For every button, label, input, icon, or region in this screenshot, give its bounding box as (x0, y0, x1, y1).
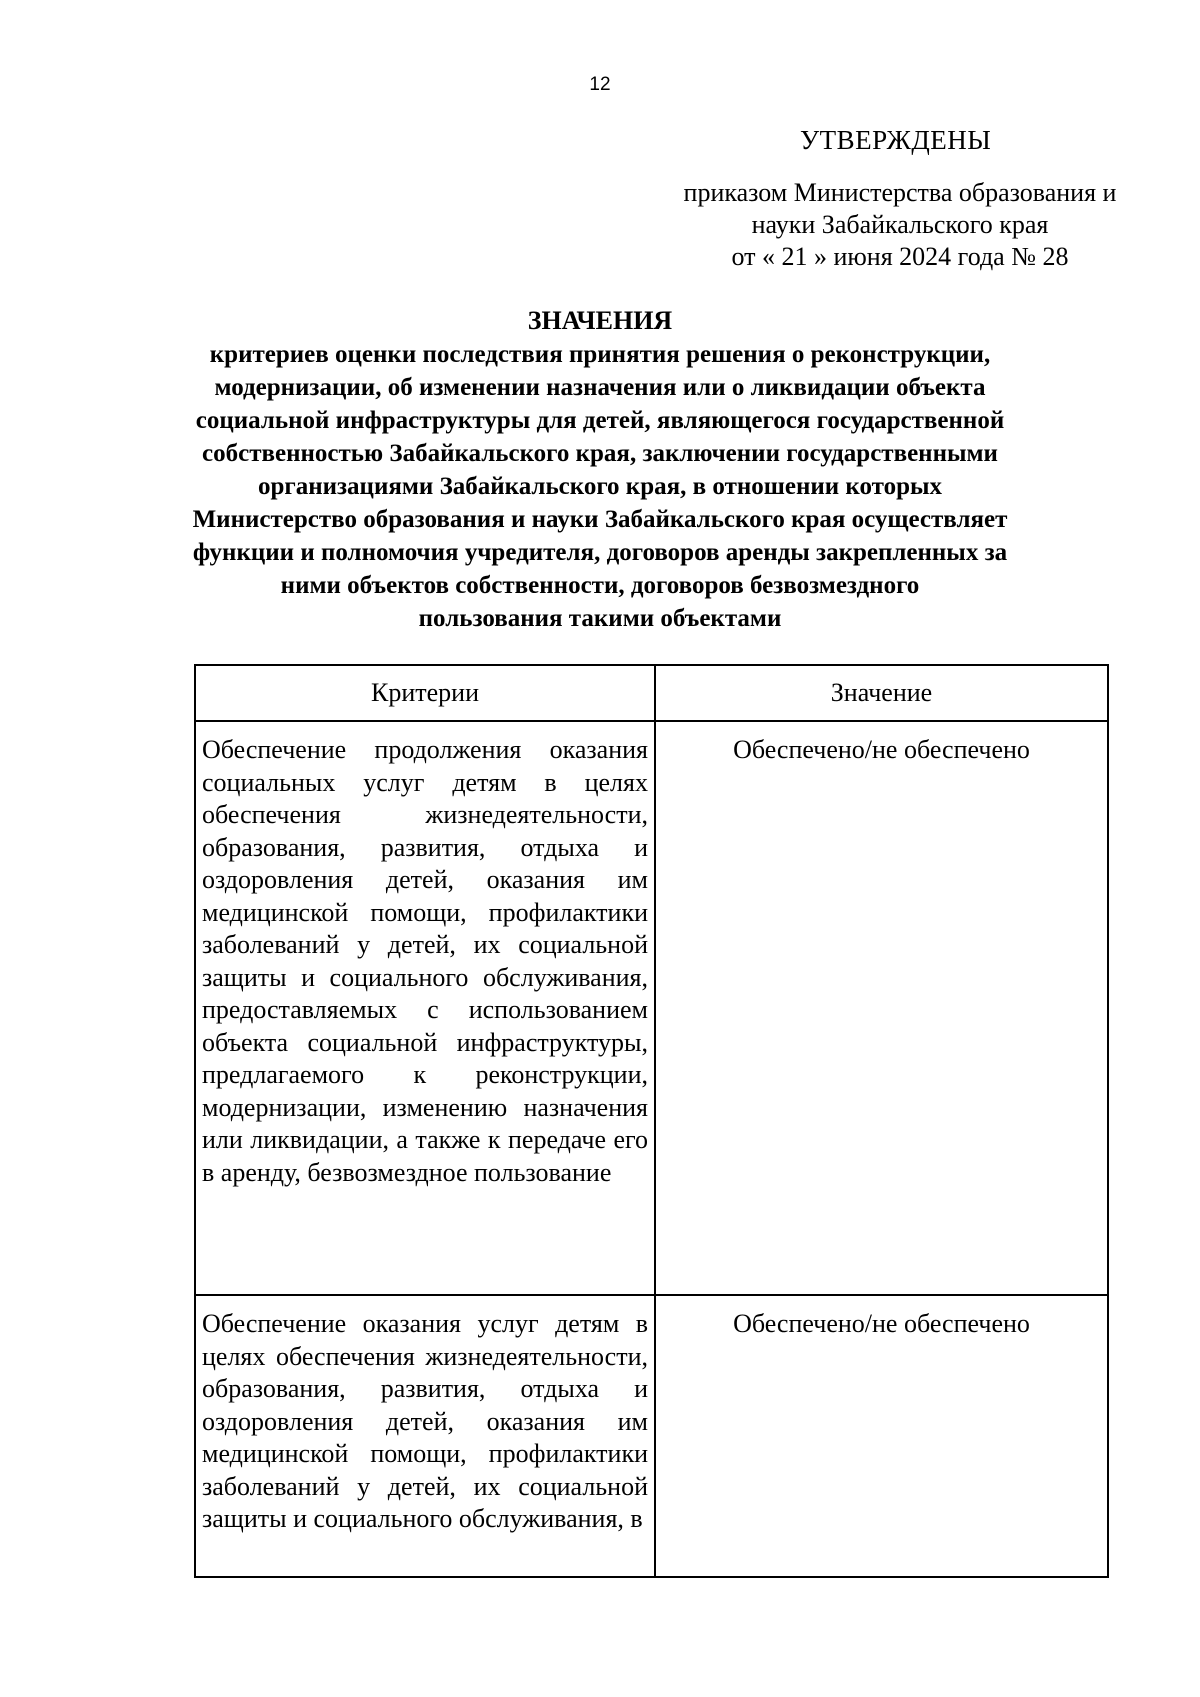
approval-order-block (640, 177, 1160, 273)
approval-line: от « 21 » июня 2024 года № 28 (731, 242, 1069, 271)
subtitle-line: модернизации, об изменении назначения или о ликвидации объекта (214, 374, 986, 401)
page-number: 12 (589, 74, 611, 95)
subtitle-line: критериев оценки последствия принятия решения о реконструкции, (209, 341, 991, 368)
approval-heading: УТВЕРЖДЕНЫ (800, 125, 992, 155)
approval-line: науки Забайкальского края (751, 210, 1049, 239)
criteria-table (194, 664, 1109, 1578)
criteria-text: Обеспечение продолжения оказания социальных услуг детям в целях обеспечения жизнедеятельности, образования, развития, отдыха и оздоровления детей, оказания им медицинской помощи, профилактики заболеваний у детей, их социальной защиты и социального обслуживания, предоставляемых с использованием объекта социальной инфраструктуры, предлагаемого к реконструкции, модернизации, изменению назначения или ликвидации, а также к передаче его в аренду, безвозмездное пользование (202, 735, 648, 1187)
criteria-text: Обеспечение оказания услуг детям в целях обеспечения жизнедеятельности, образования, развития, отдыха и оздоровления детей, оказания им медицинской помощи, профилактики заболеваний у детей, их социальной защиты и социального обслуживания, в (202, 1309, 648, 1533)
table-row (195, 721, 1108, 1295)
header-criteria: Критерии (195, 665, 655, 721)
document-subtitle (150, 338, 1050, 635)
value-cell (655, 721, 1108, 1295)
subtitle-line: организациями Забайкальского края, в отношении которых (257, 473, 943, 500)
value-text: Обеспечено/не обеспечено (733, 735, 1030, 764)
value-text: Обеспечено/не обеспечено (733, 1309, 1030, 1338)
subtitle-line: собственностью Забайкальского края, заключении государственными (202, 440, 998, 467)
subtitle-line: пользования такими объектами (418, 605, 782, 632)
table-header-row (195, 665, 1108, 721)
header-value: Значение (655, 665, 1108, 721)
subtitle-line: социальной инфраструктуры для детей, являющегося государственной (195, 407, 1005, 434)
approval-line: приказом Министерства образования и (683, 178, 1117, 207)
subtitle-line: функции и полномочия учредителя, договоров аренды закрепленных за (192, 539, 1008, 566)
criteria-cell (195, 1295, 655, 1577)
value-cell (655, 1295, 1108, 1577)
subtitle-line: ними объектов собственности, договоров безвозмездного (280, 572, 920, 599)
criteria-cell (195, 721, 655, 1295)
table-row (195, 1295, 1108, 1577)
document-title: ЗНАЧЕНИЯ (527, 306, 673, 335)
subtitle-line: Министерство образования и науки Забайкальского края осуществляет (192, 506, 1008, 533)
